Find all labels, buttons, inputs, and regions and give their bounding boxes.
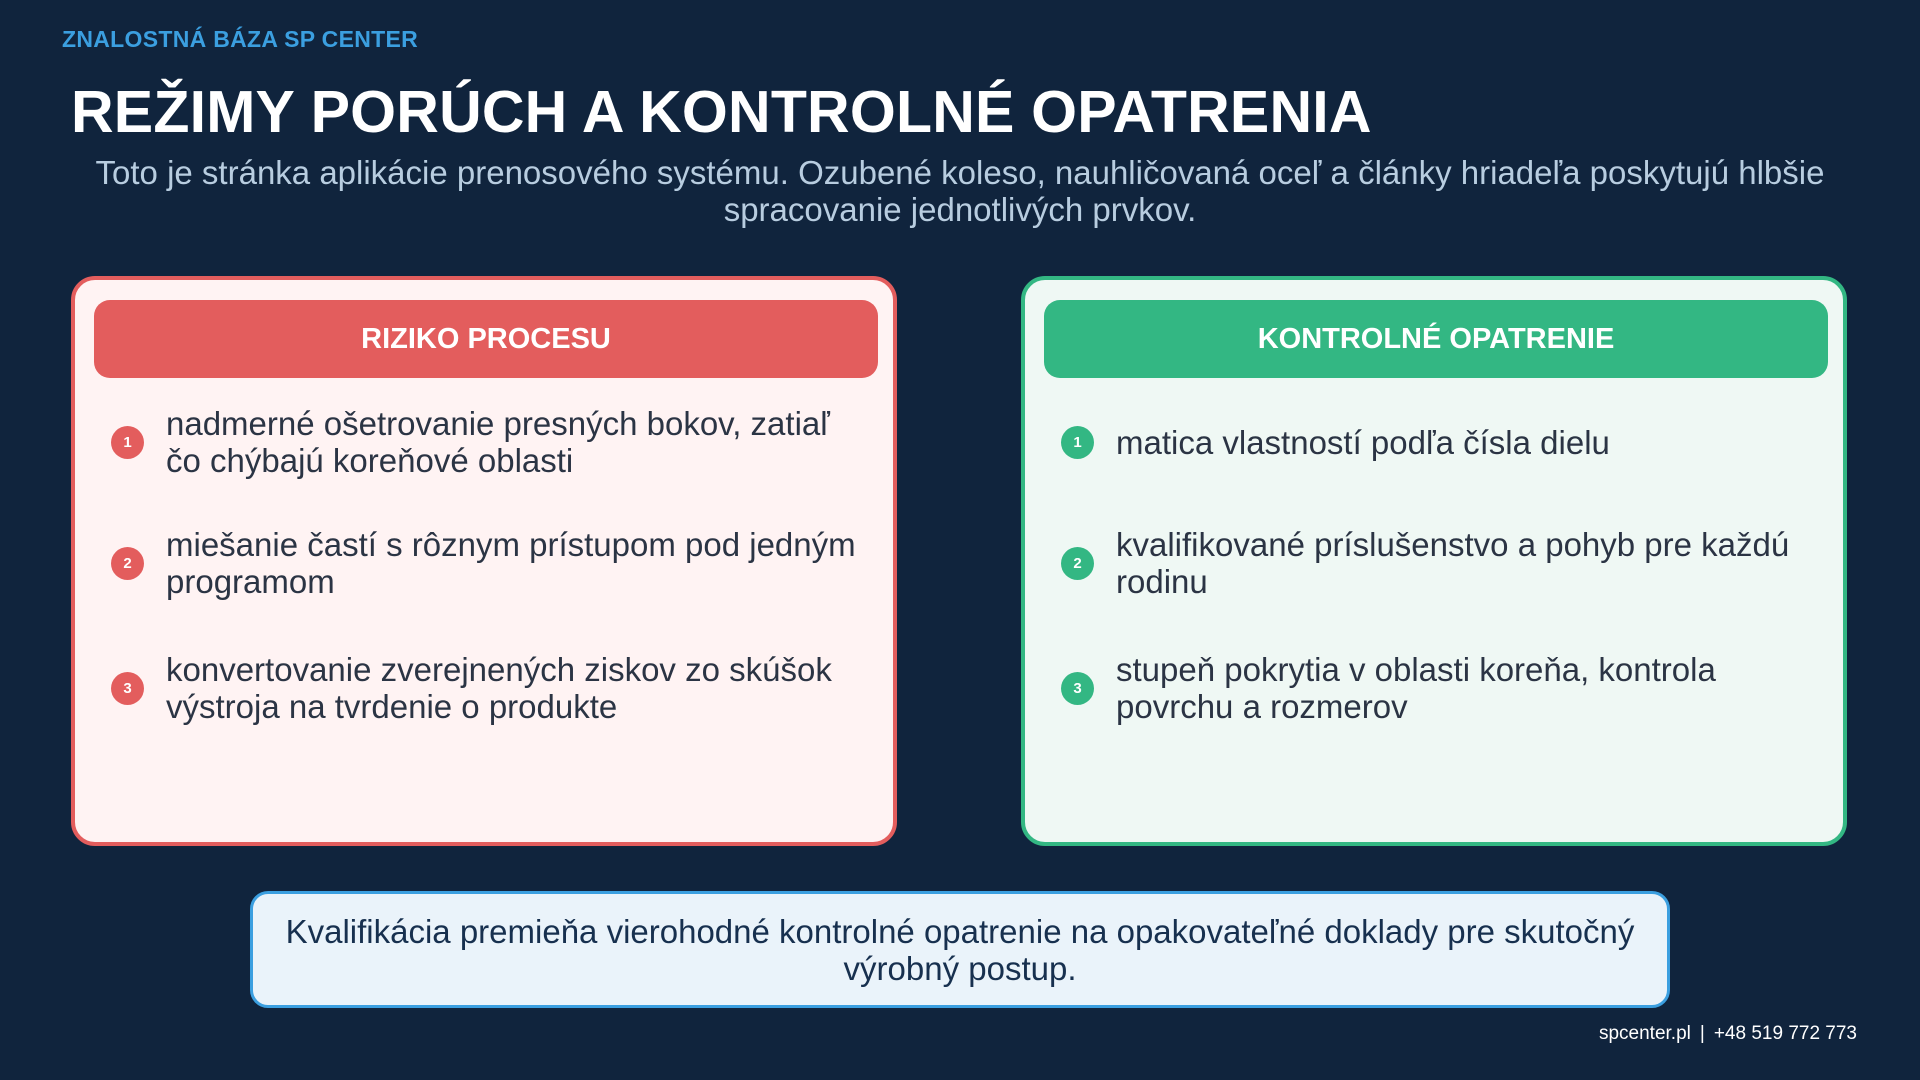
- control-item: [1061, 404, 1821, 480]
- footer-separator: |: [1699, 1023, 1705, 1044]
- risk-card: [71, 276, 897, 846]
- risk-item-number: 2: [111, 547, 144, 580]
- control-item-number: 1: [1061, 426, 1094, 459]
- risk-item: [111, 525, 871, 601]
- risk-item-text: nadmerné ošetrovanie presných bokov, zatiaľ čo chýbajú koreňové oblasti: [166, 405, 830, 479]
- risk-item: [111, 404, 871, 480]
- control-item-number: 2: [1061, 547, 1094, 580]
- summary-banner-text: Kvalifikácia premieňa vierohodné kontrolné opatrenie na opakovateľné doklady pre skutočný výrobný postup.: [285, 912, 1635, 987]
- risk-item-number: 3: [111, 672, 144, 705]
- page-title: REŽIMY PORÚCH A KONTROLNÉ OPATRENIA: [71, 79, 1372, 145]
- page-subtitle: Toto je stránka aplikácie prenosového systému. Ozubené koleso, nauhličovaná oceľ a články hriadeľa poskytujú hlbšie spracovanie jednotlivých prvkov.: [95, 154, 1825, 228]
- control-card: [1021, 276, 1847, 846]
- risk-item-text: konvertovanie zverejnených ziskov zo skúšok výstroja na tvrdenie o produkte: [166, 651, 832, 725]
- control-item-text: stupeň pokrytia v oblasti koreňa, kontrola povrchu a rozmerov: [1116, 651, 1716, 725]
- risk-card-heading: RIZIKO PROCESU: [94, 300, 878, 378]
- footer-contact: [1599, 1023, 1857, 1045]
- summary-banner: [250, 891, 1670, 1008]
- control-item-text: matica vlastností podľa čísla dielu: [1116, 423, 1610, 461]
- control-card-heading: KONTROLNÉ OPATRENIE: [1044, 300, 1828, 378]
- risk-item-text: miešanie častí s rôznym prístupom pod jedným programom: [166, 526, 856, 600]
- control-item: [1061, 650, 1821, 726]
- control-item-number: 3: [1061, 672, 1094, 705]
- control-item: [1061, 525, 1821, 601]
- control-item-text: kvalifikované príslušenstvo a pohyb pre každú rodinu: [1116, 526, 1790, 600]
- footer-website: spcenter.pl: [1598, 1023, 1691, 1044]
- kicker-label: ZNALOSTNÁ BÁZA SP CENTER: [62, 26, 419, 52]
- footer-phone: +48 519 772 773: [1713, 1023, 1857, 1044]
- risk-item-number: 1: [111, 426, 144, 459]
- risk-item: [111, 650, 871, 726]
